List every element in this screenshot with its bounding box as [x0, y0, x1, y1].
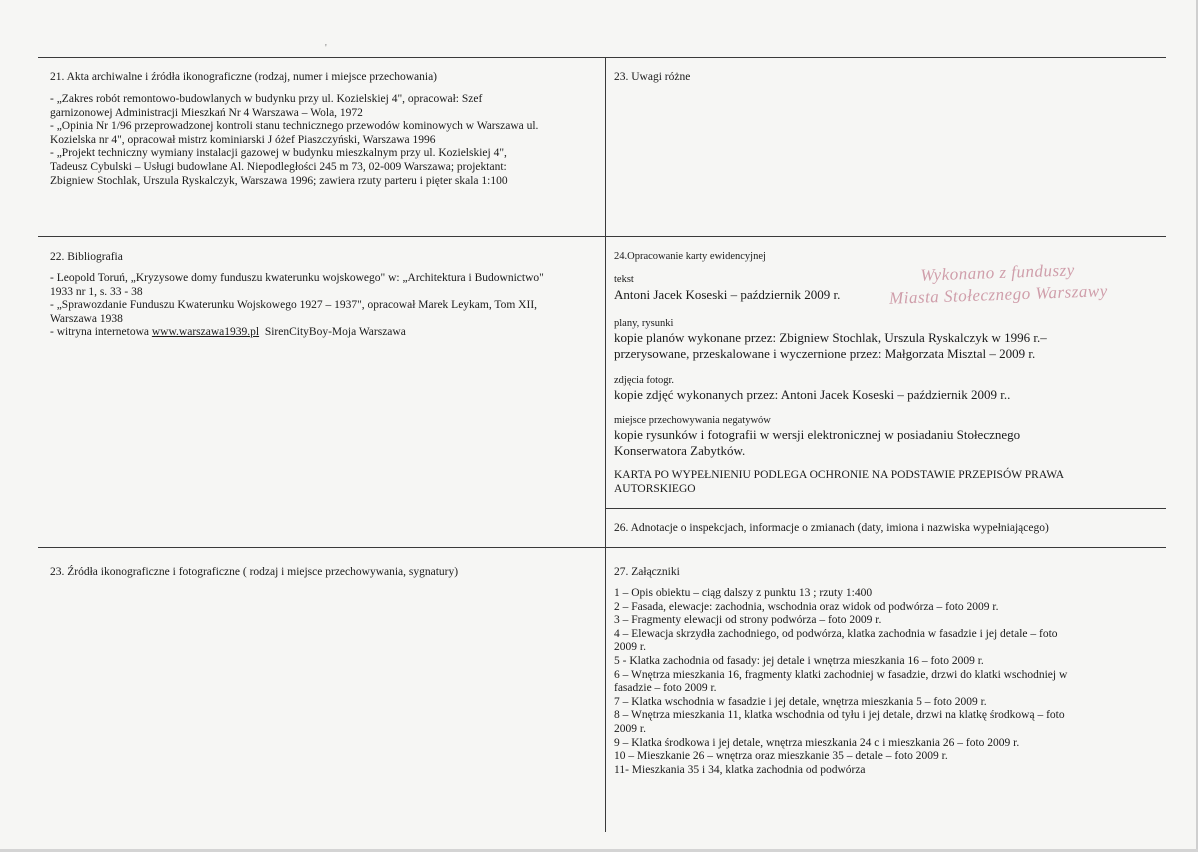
plany-value: kopie planów wykonane przez: Zbigniew Stochlak, Urszula Ryskalczyk w 1996 r.– przerysowane, przeskalowane i wyczernione przez: Małgorzata Misztal – 2009 r.	[614, 330, 1047, 361]
list-item: 3 – Fragmenty elewacji od strony podwórza – foto 2009 r.	[614, 614, 882, 627]
list-item: 11- Mieszkania 35 i 34, klatka zachodnia od podwórza	[614, 763, 866, 776]
funding-stamp	[867, 257, 1128, 310]
zdjecia-value: kopie zdjęć wykonanych przez: Antoni Jacek Koseski – październik 2009 r..	[614, 387, 1011, 402]
section-26-annotations	[614, 521, 1162, 535]
list-item: 7 – Klatka wschodnia w fasadzie i jej detale, wnętrza mieszkania 5 – foto 2009 r.	[614, 695, 987, 708]
section-23-notes-heading: 23. Uwagi różne	[614, 71, 691, 83]
section-27-heading: 27. Załączniki	[614, 566, 680, 578]
website-link[interactable]: www.warszawa1939.pl	[151, 326, 260, 339]
website-prefix: - witryna internetowa	[50, 326, 152, 339]
list-item: 1 – Opis obiektu – ciąg dalszy z punktu 13 ; rzuty 1:400	[614, 587, 873, 599]
column-divider	[605, 57, 606, 832]
tekst-value: Antoni Jacek Koseski – październik 2009 r.	[614, 287, 841, 302]
stamp-line-1: Wykonano z funduszy	[920, 260, 1076, 285]
list-item: 5 - Klatka zachodnia od fasady: jej detale i wnętrza mieszkania 16 – foto 2009 r.	[614, 654, 984, 667]
stamp-line-2: Miasta Stołecznego Warszawy	[888, 281, 1109, 308]
tekst-label: tekst	[614, 274, 634, 285]
list-item: 2 – Fasada, elewacje: zachodnia, wschodnia oraz widok od podwórza – foto 2009 r.	[614, 600, 999, 613]
section-27-attachments	[614, 565, 1162, 777]
list-item: 10 – Mieszkanie 26 – wnętrza oraz mieszkanie 35 – detale – foto 2009 r.	[614, 750, 948, 763]
section-22-body: - Leopold Toruń, „Kryzysowe domy funduszu kwaterunku wojskowego" w: „Architektura i Budownictwo" 1933 nr 1, s. 33 - 38 - „Sprawozdanie Funduszu Kwaterunku Wojskowego 1927 – 1937", opracował Marek Leykam, Tom XII, Warszawa 1938	[50, 272, 544, 325]
section-26-heading: 26. Adnotacje o inspekcjach, informacje o zmianach (daty, imiona i nazwiska wypełniającego)	[614, 522, 1049, 534]
negatywy-value: kopie rysunków i fotografii w wersji elektronicznej w posiadaniu Stołecznego Konserwatora Zabytków.	[614, 427, 1021, 458]
section-21-body: - „Zakres robót remontowo-budowlanych w budynku przy ul. Kozielskiej 4", opracował: Szef garnizonowej Administracji Mieszkań Nr 4 Warszawa – Wola, 1972 - „Opinia Nr 1/96 przeprowadzonej kontroli stanu technicznego przewodów kominowych w Warszawa ul. Kozielska nr 4", opracował mistrz kominiarski J óżef Piaszczyński, Warszawa 1996 - „Projekt techniczny wymiany instalacji gazowej w budynku mieszkalnym przy ul. Kozielskiej 4", Tadeusz Cybulski – Usługi budowlane Al. Niepodległości 245 m 73, 02-009 Warszawa; projektant: Zbigniew Stochlak, Urszula Ryskalczyk, Warszawa 1996; zawiera rzuty parteru i pięter skala 1:100	[50, 93, 539, 187]
copyright-notice: KARTA PO WYPEŁNIENIU PODLEGA OCHRONIE NA PODSTAWIE PRZEPISÓW PRAWA AUTORSKIEGO	[614, 469, 1065, 495]
section-22-website-line	[50, 326, 602, 340]
section-23-sources-heading: 23. Źródła ikonograficzne i fotograficzne ( rodzaj i miejsce przechowywania, sygnatury)	[50, 566, 459, 578]
section-21-heading: 21. Akta archiwalne i źródła ikonograficzne (rodzaj, numer i miejsce przechowania)	[50, 71, 437, 83]
table-divider	[38, 236, 1166, 237]
table-border-top	[38, 57, 1166, 58]
section-22-bibliography	[50, 250, 602, 340]
section-24-heading: 24.Opracowanie karty ewidencyjnej	[614, 251, 766, 262]
list-item: 4 – Elewacja skrzydła zachodniego, od podwórza, klatka zachodnia w fasadzie i jej detale – foto 2009 r.	[614, 627, 1058, 654]
section-23-iconographic-sources	[50, 565, 600, 579]
plany-label: plany, rysunki	[614, 318, 674, 329]
zdjecia-label: zdjęcia fotogr.	[614, 375, 675, 386]
table-divider	[605, 508, 1166, 509]
negatywy-label: miejsce przechowywania negatywów	[614, 415, 771, 426]
scan-mark: '	[325, 43, 327, 54]
attachments-list	[614, 587, 1162, 777]
section-22-heading: 22. Bibliografia	[50, 251, 123, 263]
list-item: 8 – Wnętrza mieszkania 11, klatka wschodnia od tyłu i jej detale, drzwi na klatkę środkową – foto 2009 r.	[614, 709, 1065, 735]
section-21-archival-records	[50, 70, 600, 188]
table-divider	[38, 547, 1166, 548]
website-suffix: SirenCityBoy-Moja Warszawa	[259, 326, 406, 339]
section-23-notes	[614, 70, 1154, 84]
list-item: 6 – Wnętrza mieszkania 16, fragmenty klatki zachodniej w fasadzie, drzwi do klatki wschodniej w fasadzie – foto 2009 r.	[614, 668, 1068, 695]
list-item: 9 – Klatka środkowa i jej detale, wnętrza mieszkania 24 c i mieszkania 26 – foto 2009 r.	[614, 736, 1020, 749]
